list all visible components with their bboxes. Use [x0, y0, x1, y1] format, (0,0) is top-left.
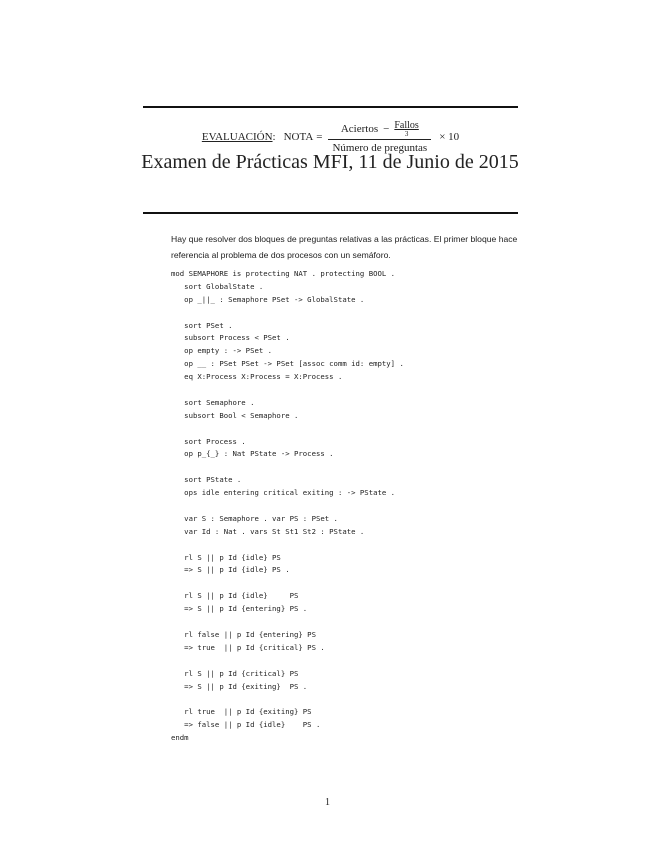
- code-line: sort Semaphore .: [171, 397, 255, 407]
- code-line: => false || p Id {idle} PS .: [171, 720, 321, 730]
- code-line: [171, 461, 404, 474]
- fallos-label: Fallos: [394, 119, 419, 131]
- code-line: rl true || p Id {exiting} PS: [171, 707, 312, 717]
- code-line: ops idle entering critical exiting : -> PState .: [171, 488, 396, 498]
- main-fraction: [328, 121, 431, 154]
- code-line: => true || p Id {critical} PS .: [171, 642, 325, 652]
- code-line: var Id : Nat . vars St St1 St2 : PState .: [171, 526, 365, 536]
- aciertos-label: Aciertos: [340, 123, 379, 135]
- times-sign: ×: [439, 131, 446, 143]
- code-line: rl S || p Id {critical} PS: [171, 668, 299, 678]
- code-line: [171, 384, 404, 397]
- top-rule: [143, 106, 518, 108]
- code-line: op _||_ : Semaphore PSet -> GlobalState .: [171, 294, 365, 304]
- code-line: eq X:Process X:Process = X:Process .: [171, 372, 343, 382]
- code-line: subsort Bool < Semaphore .: [171, 410, 299, 420]
- code-line: sort Process .: [171, 436, 246, 446]
- code-line: [171, 693, 404, 706]
- code-line: [171, 423, 404, 436]
- code-line: [171, 616, 404, 629]
- equals-sign: =: [316, 131, 323, 143]
- code-line: => S || p Id {idle} PS .: [171, 565, 290, 575]
- fraction-denominator: Número de preguntas: [328, 139, 431, 154]
- colon: :: [272, 131, 276, 143]
- code-line: [171, 307, 404, 320]
- code-line: => S || p Id {entering} PS .: [171, 604, 308, 614]
- fraction-numerator: [337, 121, 423, 139]
- code-line: sort PState .: [171, 475, 242, 485]
- intro-paragraph: Hay que resolver dos bloques de preguntas relativas a las prácticas. El primer bloque hace referencia al problema de dos procesos con un semáforo.: [171, 234, 518, 260]
- code-line: op p_{_} : Nat PState -> Process .: [171, 449, 334, 459]
- minus-sign: −: [383, 123, 390, 135]
- code-line: subsort Process < PSet .: [171, 333, 290, 343]
- code-line: var S : Semaphore . var PS : PSet .: [171, 513, 338, 523]
- bottom-rule: [143, 212, 518, 214]
- code-line: op __ : PSet PSet -> PSet [assoc comm id: empty] .: [171, 359, 404, 369]
- code-line: sort GlobalState .: [171, 281, 264, 291]
- code-line: [171, 500, 404, 513]
- code-line: [171, 577, 404, 590]
- nota-label: NOTA: [283, 131, 314, 143]
- multiplier: 10: [448, 131, 460, 143]
- code-line: op empty : -> PSet .: [171, 346, 273, 356]
- code-line: mod SEMAPHORE is protecting NAT . protecting BOOL .: [171, 269, 396, 278]
- code-line: => S || p Id {exiting} PS .: [171, 681, 308, 691]
- code-line: endm: [171, 733, 189, 743]
- code-line: [171, 655, 404, 668]
- page-number: 1: [325, 797, 330, 808]
- evaluation-label: EVALUACIÓN: [201, 131, 273, 143]
- fallos-divisor: 3: [404, 129, 409, 138]
- exam-title: Examen de Prácticas MFI, 11 de Junio de 2015: [141, 151, 519, 173]
- code-line: rl false || p Id {entering} PS: [171, 629, 316, 639]
- code-line: rl S || p Id {idle} PS: [171, 552, 281, 562]
- fallos-fraction: [394, 121, 418, 138]
- code-line: [171, 539, 404, 552]
- maude-code-block: [171, 268, 404, 745]
- code-line: sort PSet .: [171, 320, 233, 330]
- code-line: rl S || p Id {idle} PS: [171, 591, 299, 601]
